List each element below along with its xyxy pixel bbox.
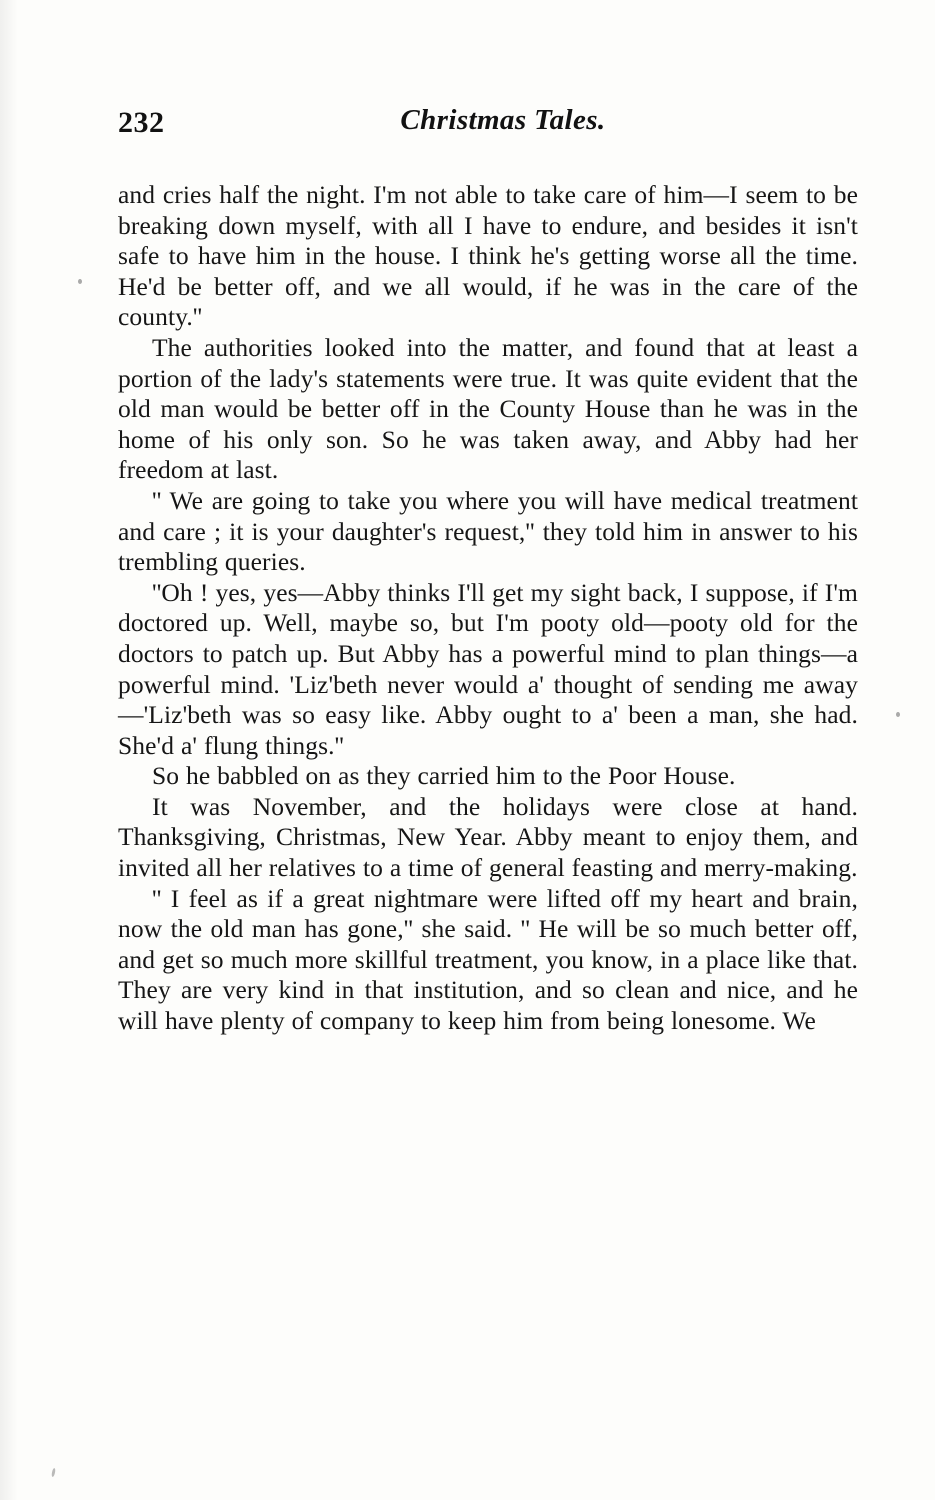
page-number: 232 [118,106,165,139]
paragraph-7: '' I feel as if a great nightmare were lifted off my heart and brain, now the old man has gone,'' she said. '' He will be so much better off, and get so much more skillful treatment, you know, in a place like that. They are very kind in that institution, and so clean and nice, and he will have plenty of company to keep him from being lonesome. We [118,883,858,1036]
paragraph-6: It was November, and the holidays were close at hand. Thanksgiving, Christmas, New Year. Abby meant to enjoy them, and invited all her relatives to a time of general feasting and merry-making. [118,791,858,883]
paragraph-2: The authorities looked into the matter, and found that at least a portion of the lady's statements were true. It was quite evident that the old man would be better off in the County House than he was in the home of his only son. So he was taken away, and Abby had her freedom at last. [118,332,858,485]
page-header [118,100,858,158]
print-speck [896,712,900,717]
page-edge-shading [0,0,18,1500]
print-speck [51,1468,56,1477]
paragraph-3: '' We are going to take you where you will have medical treatment and care ; it is your daughter's request,'' they told him in answer to his trembling queries. [118,485,858,577]
body-text [118,180,858,1037]
page-content [118,100,858,1037]
paragraph-4: ''Oh ! yes, yes—Abby thinks I'll get my sight back, I suppose, if I'm doctored up. Well, maybe so, but I'm pooty old—pooty old for the doctors to patch up. But Abby has a powerful mind to plan things—a powerful mind. 'Liz'beth never would a' thought of sending me away—'Liz'beth was so easy like. Abby ought to a' been a man, she had. She'd a' flung things.'' [118,577,858,760]
paragraph-5: So he babbled on as they carried him to the Poor House. [152,761,736,791]
paragraph-1: and cries half the night. I'm not able to take care of him—I seem to be breaking down myself, with all I have to endure, and besides it isn't safe to have him in the house. I think he's getting worse all the time. He'd be better off, and we all would, if he was in the care of the county.'' [118,180,858,332]
running-title: Christmas Tales. [400,104,606,136]
print-speck [78,279,82,284]
